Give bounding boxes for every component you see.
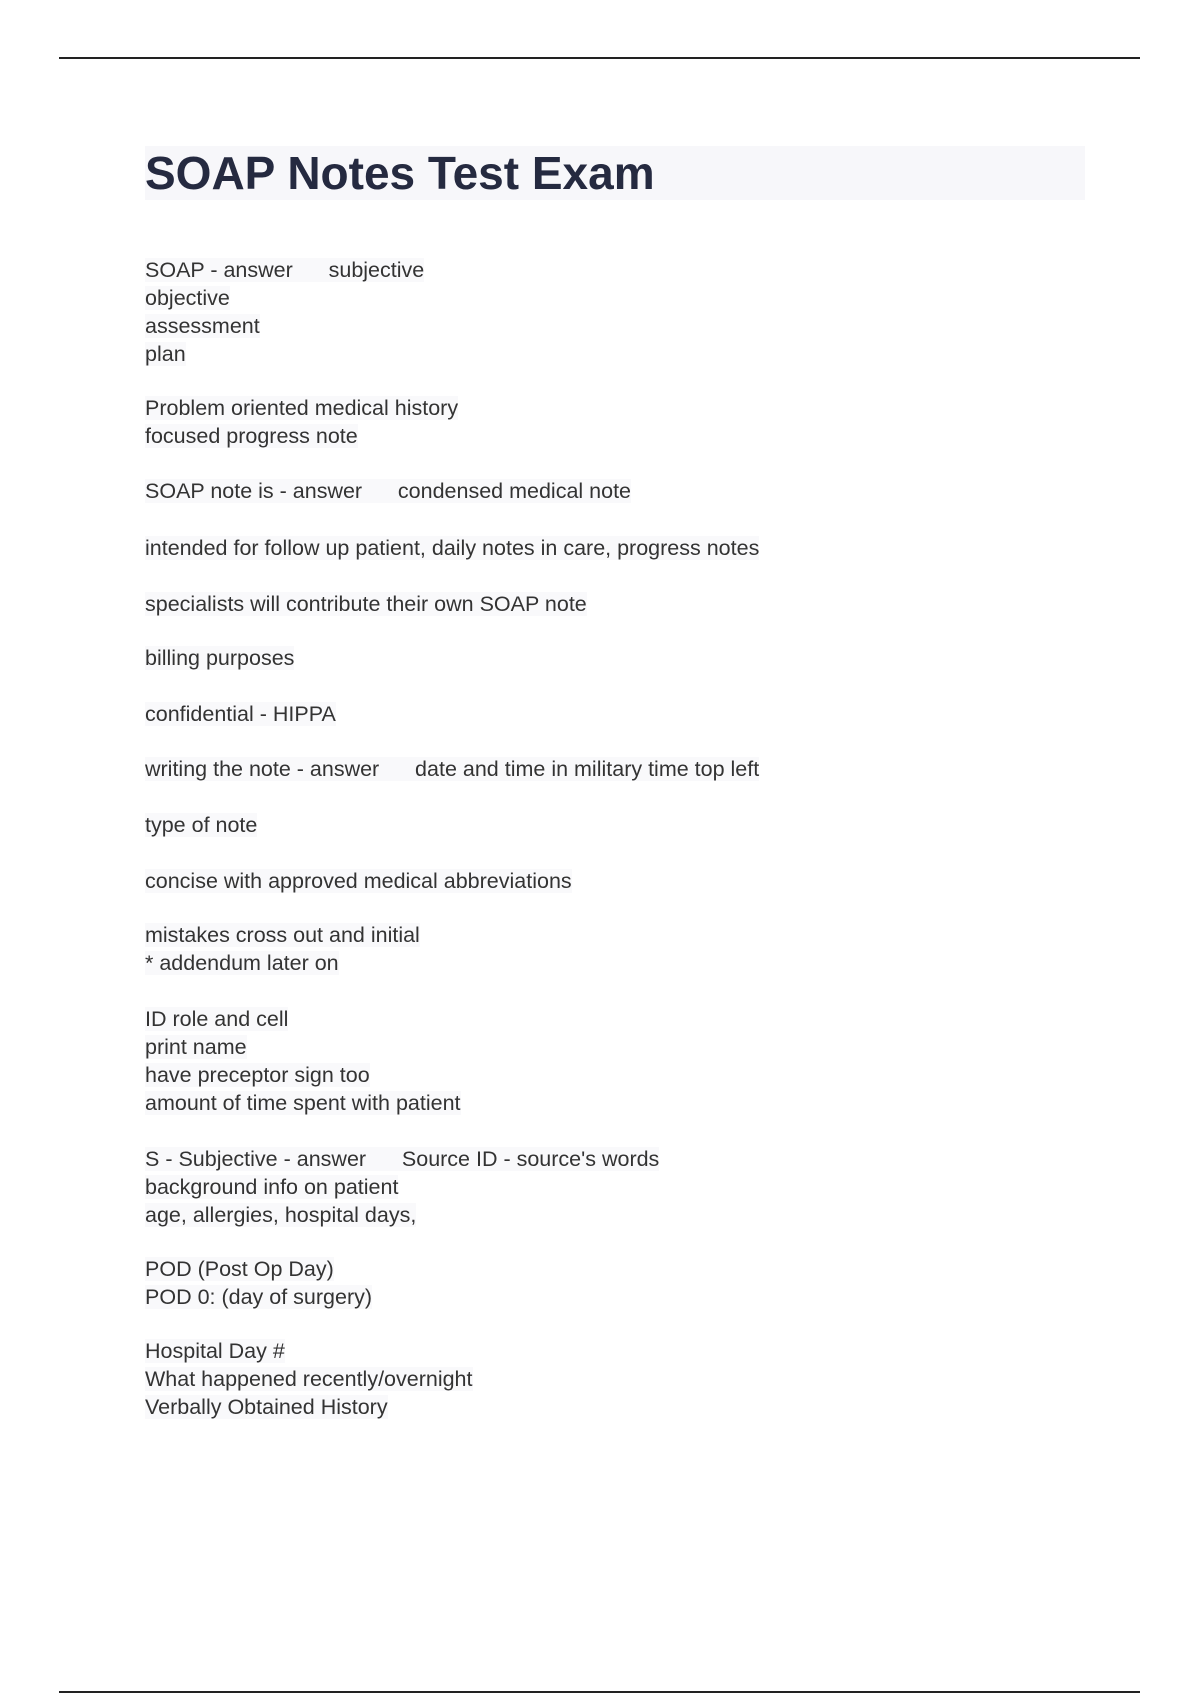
qa-block xyxy=(145,811,257,839)
qa-block xyxy=(145,534,759,562)
bottom-rule xyxy=(59,1691,1140,1693)
text-line-content: type of note xyxy=(145,813,258,837)
text-line-content: Problem oriented medical history xyxy=(145,396,459,420)
text-line-content: billing purposes xyxy=(145,646,295,670)
qa-block xyxy=(145,700,336,728)
text-line-content: writing the note - answer date and time in military time top left xyxy=(145,757,760,781)
text-line-content: ID role and cell xyxy=(145,1007,289,1031)
qa-block xyxy=(145,590,587,618)
text-line xyxy=(145,1033,461,1061)
text-line xyxy=(145,1005,461,1033)
text-line xyxy=(145,811,257,839)
text-line-content: S - Subjective - answer Source ID - source's words xyxy=(145,1147,660,1171)
text-line-content: confidential - HIPPA xyxy=(145,702,336,726)
text-line xyxy=(145,284,424,312)
text-line xyxy=(145,1201,659,1229)
text-line xyxy=(145,1145,659,1173)
qa-block xyxy=(145,394,458,450)
text-line-content: Verbally Obtained History xyxy=(145,1395,388,1419)
text-line xyxy=(145,590,587,618)
text-line-content: intended for follow up patient, daily notes in care, progress notes xyxy=(145,536,760,560)
qa-block xyxy=(145,477,631,505)
text-line xyxy=(145,422,458,450)
text-line-content: objective xyxy=(145,286,230,310)
text-line-content: amount of time spent with patient xyxy=(145,1091,461,1115)
text-line-content: mistakes cross out and initial xyxy=(145,923,420,947)
text-line xyxy=(145,534,759,562)
text-line xyxy=(145,1061,461,1089)
text-line xyxy=(145,1089,461,1117)
top-rule xyxy=(59,57,1140,59)
text-line xyxy=(145,949,420,977)
text-line-content: background info on patient xyxy=(145,1175,399,1199)
qa-block xyxy=(145,755,759,783)
text-line-content: Hospital Day # xyxy=(145,1339,285,1363)
text-line-content: SOAP note is - answer condensed medical note xyxy=(145,479,632,503)
qa-block xyxy=(145,1255,372,1311)
text-line xyxy=(145,1365,473,1393)
text-line xyxy=(145,921,420,949)
text-line-content: specialists will contribute their own SOAP note xyxy=(145,592,587,616)
text-line-content: age, allergies, hospital days, xyxy=(145,1203,417,1227)
text-line xyxy=(145,1337,473,1365)
text-line xyxy=(145,256,424,284)
text-line xyxy=(145,394,458,422)
text-line-content: POD (Post Op Day) xyxy=(145,1257,334,1281)
qa-block xyxy=(145,256,424,368)
text-line xyxy=(145,1173,659,1201)
text-line xyxy=(145,644,294,672)
qa-block xyxy=(145,644,294,672)
text-line-content: * addendum later on xyxy=(145,951,339,975)
text-line xyxy=(145,700,336,728)
text-line-content: plan xyxy=(145,342,186,366)
text-line-content: print name xyxy=(145,1035,247,1059)
text-line xyxy=(145,312,424,340)
qa-block xyxy=(145,867,572,895)
text-line xyxy=(145,867,572,895)
text-line xyxy=(145,477,631,505)
page-title: SOAP Notes Test Exam xyxy=(145,147,655,199)
text-line-content: focused progress note xyxy=(145,424,358,448)
qa-block xyxy=(145,1337,473,1421)
text-line xyxy=(145,1255,372,1283)
text-line xyxy=(145,755,759,783)
text-line-content: assessment xyxy=(145,314,260,338)
text-line xyxy=(145,340,424,368)
text-line xyxy=(145,1283,372,1311)
qa-block xyxy=(145,921,420,977)
text-line-content: What happened recently/overnight xyxy=(145,1367,473,1391)
text-line-content: SOAP - answer subjective xyxy=(145,258,425,282)
text-line-content: POD 0: (day of surgery) xyxy=(145,1285,373,1309)
qa-block xyxy=(145,1005,461,1117)
text-line-content: concise with approved medical abbreviations xyxy=(145,869,572,893)
text-line-content: have preceptor sign too xyxy=(145,1063,370,1087)
qa-block xyxy=(145,1145,659,1229)
text-line xyxy=(145,1393,473,1421)
